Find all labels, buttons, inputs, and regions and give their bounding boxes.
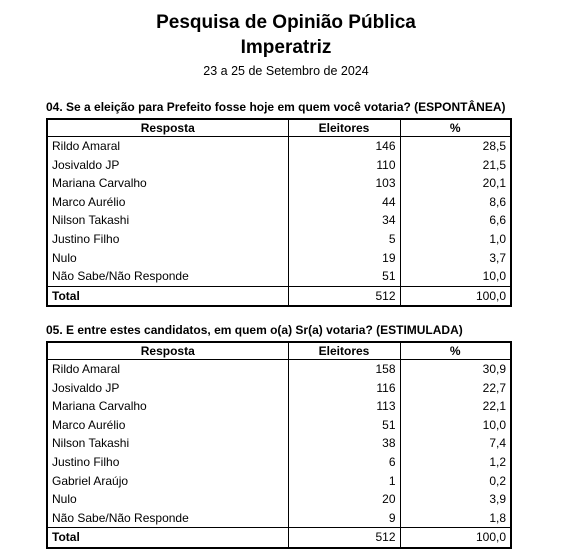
- cell-percent: 1,8: [400, 509, 511, 528]
- table-row: [47, 472, 511, 491]
- table-row: [47, 379, 511, 398]
- cell-percent: 7,4: [400, 434, 511, 453]
- table-row: [47, 434, 511, 453]
- table-row: [47, 360, 511, 379]
- cell-percent: 21,5: [400, 156, 511, 175]
- cell-percent: 22,7: [400, 379, 511, 398]
- cell-percent: 1,0: [400, 230, 511, 249]
- cell-percent: 10,0: [400, 267, 511, 286]
- cell-response: Nulo: [47, 249, 288, 268]
- table-row: [47, 453, 511, 472]
- table-row: [47, 490, 511, 509]
- cell-response: Rildo Amaral: [47, 137, 288, 156]
- cell-response: Mariana Carvalho: [47, 174, 288, 193]
- survey-date: 23 a 25 de Setembro de 2024: [203, 64, 369, 78]
- cell-percent: 8,6: [400, 193, 511, 212]
- table-row: [47, 137, 511, 156]
- table-row: [47, 156, 511, 175]
- question-05-rows: [47, 360, 511, 548]
- cell-voters: 103: [288, 174, 400, 193]
- cell-voters: 1: [288, 472, 400, 491]
- cell-percent: 6,6: [400, 211, 511, 230]
- cell-response: Mariana Carvalho: [47, 397, 288, 416]
- cell-voters: 20: [288, 490, 400, 509]
- cell-voters: 146: [288, 137, 400, 156]
- table-row: [47, 174, 511, 193]
- cell-voters: 19: [288, 249, 400, 268]
- cell-response: Rildo Amaral: [47, 360, 288, 379]
- question-05-table: [46, 341, 512, 549]
- column-header-response: Resposta: [47, 342, 288, 360]
- table-row: [47, 509, 511, 528]
- table-row: [47, 267, 511, 286]
- cell-voters: 158: [288, 360, 400, 379]
- cell-percent: 0,2: [400, 472, 511, 491]
- table-row: [47, 397, 511, 416]
- column-header-percent: %: [400, 342, 511, 360]
- cell-percent: 30,9: [400, 360, 511, 379]
- cell-percent: 28,5: [400, 137, 511, 156]
- city-title: Imperatriz: [240, 37, 332, 58]
- cell-voters: 44: [288, 193, 400, 212]
- cell-voters: 5: [288, 230, 400, 249]
- cell-percent: 100,0: [400, 286, 511, 306]
- cell-voters: 51: [288, 416, 400, 435]
- cell-percent: 3,7: [400, 249, 511, 268]
- cell-voters: 512: [288, 528, 400, 548]
- cell-percent: 100,0: [400, 528, 511, 548]
- cell-response: Total: [47, 286, 288, 306]
- cell-voters: 6: [288, 453, 400, 472]
- table-header-row: [47, 342, 511, 360]
- cell-voters: 116: [288, 379, 400, 398]
- cell-response: Não Sabe/Não Responde: [47, 267, 288, 286]
- table-row: [47, 230, 511, 249]
- cell-response: Josivaldo JP: [47, 379, 288, 398]
- column-header-response: Resposta: [47, 119, 288, 137]
- question-05-title: 05. E entre estes candidatos, em quem o(a) Sr(a) votaria? (ESTIMULADA): [46, 323, 463, 337]
- cell-response: Josivaldo JP: [47, 156, 288, 175]
- cell-percent: 10,0: [400, 416, 511, 435]
- cell-percent: 3,9: [400, 490, 511, 509]
- cell-percent: 22,1: [400, 397, 511, 416]
- cell-voters: 110: [288, 156, 400, 175]
- cell-voters: 113: [288, 397, 400, 416]
- column-header-voters: Eleitores: [288, 342, 400, 360]
- cell-response: Gabriel Araújo: [47, 472, 288, 491]
- cell-percent: 1,2: [400, 453, 511, 472]
- page-title: Pesquisa de Opinião Pública: [156, 12, 416, 33]
- table-row: [47, 193, 511, 212]
- cell-voters: 512: [288, 286, 400, 306]
- table-row: [47, 211, 511, 230]
- cell-voters: 38: [288, 434, 400, 453]
- cell-percent: 20,1: [400, 174, 511, 193]
- cell-response: Total: [47, 528, 288, 548]
- table-row: [47, 416, 511, 435]
- cell-response: Marco Aurélio: [47, 416, 288, 435]
- cell-response: Nilson Takashi: [47, 211, 288, 230]
- table-total-row: [47, 528, 511, 548]
- cell-response: Nulo: [47, 490, 288, 509]
- cell-response: Não Sabe/Não Responde: [47, 509, 288, 528]
- table-row: [47, 249, 511, 268]
- question-04-rows: [47, 137, 511, 307]
- cell-response: Justino Filho: [47, 230, 288, 249]
- column-header-voters: Eleitores: [288, 119, 400, 137]
- question-04-table: [46, 118, 512, 307]
- question-04-title: 04. Se a eleição para Prefeito fosse hoje em quem você votaria? (ESPONTÂNEA): [46, 100, 506, 114]
- cell-voters: 51: [288, 267, 400, 286]
- cell-response: Justino Filho: [47, 453, 288, 472]
- cell-voters: 9: [288, 509, 400, 528]
- table-total-row: [47, 286, 511, 306]
- cell-voters: 34: [288, 211, 400, 230]
- cell-response: Nilson Takashi: [47, 434, 288, 453]
- cell-response: Marco Aurélio: [47, 193, 288, 212]
- table-header-row: [47, 119, 511, 137]
- column-header-percent: %: [400, 119, 511, 137]
